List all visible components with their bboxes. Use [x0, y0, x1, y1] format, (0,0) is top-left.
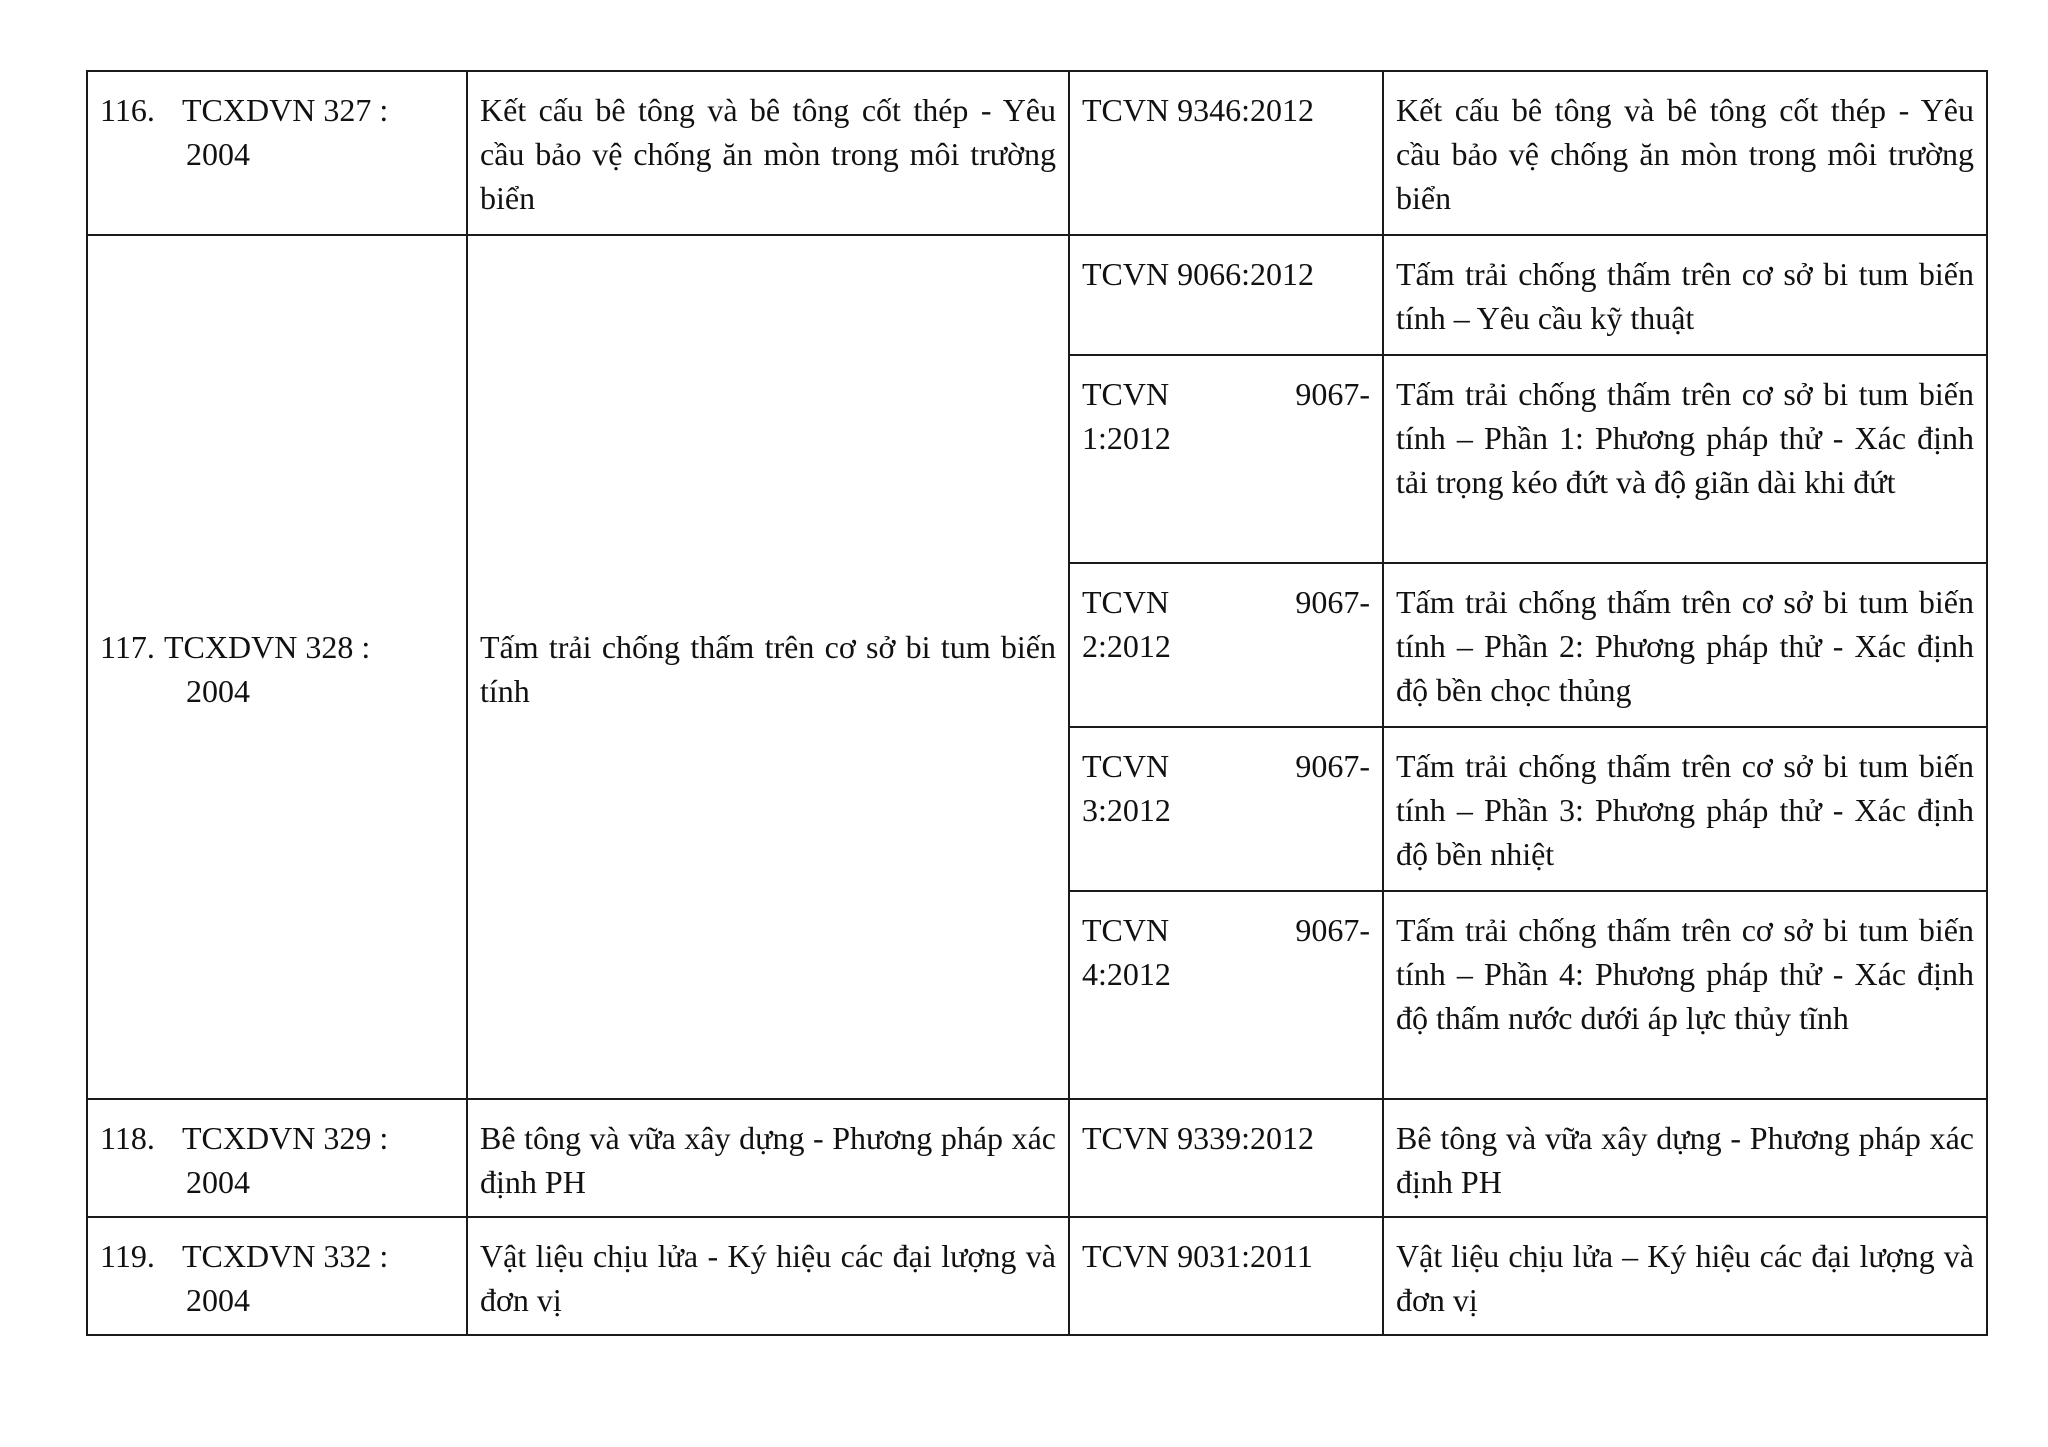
old-code: TCXDVN 332 :	[182, 1238, 389, 1274]
new-title-cell: Bê tông và vữa xây dựng - Phương pháp xác định PH	[1383, 1099, 1987, 1217]
new-code-prefix: TCVN	[1082, 748, 1170, 784]
entry-number-cell	[87, 1217, 467, 1335]
table-row	[87, 71, 1987, 235]
table-row	[87, 1099, 1987, 1217]
new-title-cell: Tấm trải chống thấm trên cơ sở bi tum biến tính – Phần 3: Phương pháp thử - Xác định độ bền nhiệt	[1383, 727, 1987, 891]
entry-number-cell	[87, 235, 467, 1099]
old-code: TCXDVN 329 :	[182, 1120, 389, 1156]
entry-number: 119.	[100, 1238, 155, 1274]
old-code-year: 2004	[186, 1282, 250, 1318]
new-title-cell: Tấm trải chống thấm trên cơ sở bi tum biến tính – Phần 4: Phương pháp thử - Xác định độ thấm nước dưới áp lực thủy tĩnh	[1383, 891, 1987, 1099]
new-code-suffix: 1:2012	[1082, 420, 1171, 456]
new-code-number: 9067-	[1295, 584, 1370, 620]
entry-number-cell	[87, 1099, 467, 1217]
new-code-cell: TCVN 9031:2011	[1069, 1217, 1383, 1335]
new-code-cell: TCVN 9066:2012	[1069, 235, 1383, 355]
old-title-cell: Vật liệu chịu lửa - Ký hiệu các đại lượng và đơn vị	[467, 1217, 1069, 1335]
new-code-prefix: TCVN	[1082, 912, 1170, 948]
old-title-cell: Bê tông và vữa xây dựng - Phương pháp xác định PH	[467, 1099, 1069, 1217]
new-title-cell: Vật liệu chịu lửa – Ký hiệu các đại lượng và đơn vị	[1383, 1217, 1987, 1335]
old-code-year: 2004	[186, 136, 250, 172]
new-code-suffix: 3:2012	[1082, 792, 1171, 828]
new-code-cell	[1069, 891, 1383, 1099]
new-code-cell	[1069, 355, 1383, 563]
new-title-cell: Tấm trải chống thấm trên cơ sở bi tum biến tính – Yêu cầu kỹ thuật	[1383, 235, 1987, 355]
new-code-suffix: 2:2012	[1082, 628, 1171, 664]
table-row	[87, 235, 1987, 355]
old-code-year: 2004	[186, 1164, 250, 1200]
entry-number: 118.	[100, 1120, 155, 1156]
new-code-prefix: TCVN	[1082, 376, 1170, 412]
new-code-suffix: 4:2012	[1082, 956, 1171, 992]
new-code-number: 9067-	[1295, 376, 1370, 412]
document-page	[86, 70, 1974, 1336]
old-code: TCXDVN 328 :	[164, 629, 371, 665]
new-code-number: 9067-	[1295, 748, 1370, 784]
entry-number: 117.	[100, 629, 155, 665]
old-title-cell: Kết cấu bê tông và bê tông cốt thép - Yêu cầu bảo vệ chống ăn mòn trong môi trường biển	[467, 71, 1069, 235]
new-title-cell: Kết cấu bê tông và bê tông cốt thép - Yêu cầu bảo vệ chống ăn mòn trong môi trường biển	[1383, 71, 1987, 235]
table-row	[87, 1217, 1987, 1335]
old-code-year: 2004	[186, 673, 250, 709]
new-code-cell	[1069, 563, 1383, 727]
entry-number: 116.	[100, 92, 155, 128]
entry-number-cell	[87, 71, 467, 235]
new-code-cell: TCVN 9339:2012	[1069, 1099, 1383, 1217]
new-title-cell: Tấm trải chống thấm trên cơ sở bi tum biến tính – Phần 1: Phương pháp thử - Xác định tải trọng kéo đứt và độ giãn dài khi đứt	[1383, 355, 1987, 563]
standards-table	[86, 70, 1988, 1336]
old-title-cell: Tấm trải chống thấm trên cơ sở bi tum biến tính	[467, 235, 1069, 1099]
new-code-number: 9067-	[1295, 912, 1370, 948]
new-code-cell: TCVN 9346:2012	[1069, 71, 1383, 235]
new-code-prefix: TCVN	[1082, 584, 1170, 620]
new-code-cell	[1069, 727, 1383, 891]
new-title-cell: Tấm trải chống thấm trên cơ sở bi tum biến tính – Phần 2: Phương pháp thử - Xác định độ bền chọc thủng	[1383, 563, 1987, 727]
old-code: TCXDVN 327 :	[182, 92, 389, 128]
